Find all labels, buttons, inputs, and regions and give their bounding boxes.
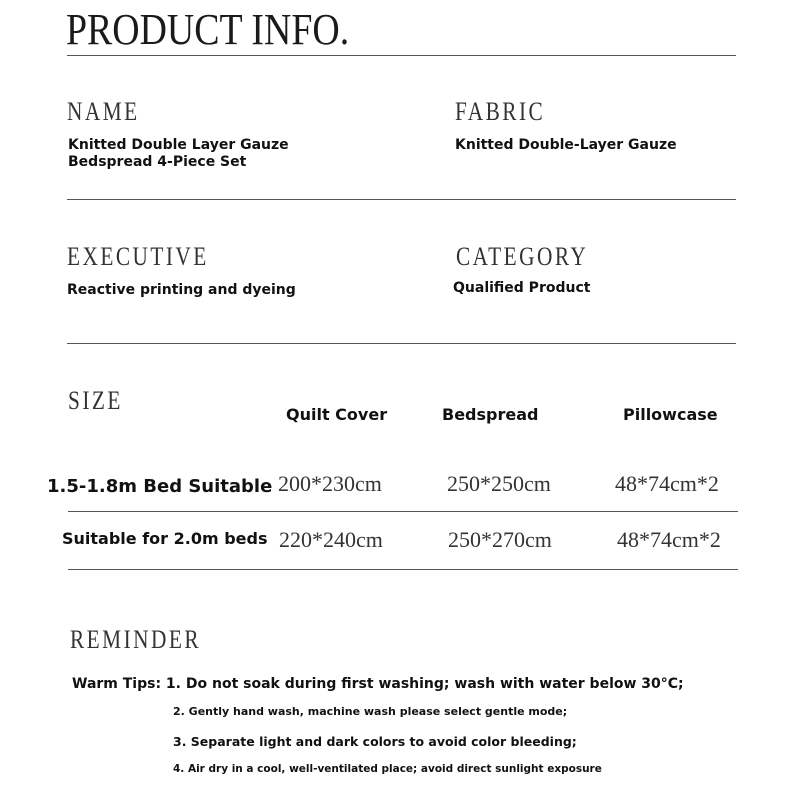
column-header-bedspread: Bedspread [442, 405, 539, 424]
tip-2: 2. Gently hand wash, machine wash please select gentle mode; [173, 705, 568, 718]
table-cell: 200*230cm [278, 471, 382, 496]
tip-4: 4. Air dry in a cool, well-ventilated place; avoid direct sunlight exposure [173, 763, 602, 775]
name-value-line2: Bedspread 4-Piece Set [68, 154, 247, 170]
executive-heading: EXECUTIVE [67, 242, 209, 271]
table-cell: 250*250cm [447, 471, 551, 496]
tip-3: 3. Separate light and dark colors to avoid color bleeding; [173, 734, 577, 749]
divider [67, 343, 736, 344]
table-cell: 250*270cm [448, 527, 552, 552]
table-divider [68, 569, 738, 570]
category-heading: CATEGORY [456, 242, 589, 271]
executive-value: Reactive printing and dyeing [67, 282, 296, 298]
table-divider [68, 511, 738, 512]
page-title: PRODUCT INFO. [66, 5, 350, 54]
name-heading: NAME [67, 97, 140, 126]
table-cell: 48*74cm*2 [617, 527, 721, 552]
size-heading: SIZE [68, 386, 123, 415]
table-cell: 48*74cm*2 [615, 471, 719, 496]
column-header-pillowcase: Pillowcase [623, 405, 718, 424]
column-header-quilt-cover: Quilt Cover [286, 405, 388, 424]
reminder-heading: REMINDER [70, 625, 202, 654]
row-label: Suitable for 2.0m beds [62, 529, 268, 548]
table-cell: 220*240cm [279, 527, 383, 552]
category-value: Qualified Product [453, 280, 591, 296]
name-value-line1: Knitted Double Layer Gauze [68, 137, 289, 153]
divider [67, 199, 736, 200]
fabric-value: Knitted Double-Layer Gauze [455, 137, 677, 153]
tip-1: Warm Tips: 1. Do not soak during first washing; wash with water below 30°C; [72, 676, 684, 692]
divider [67, 55, 736, 56]
fabric-heading: FABRIC [455, 97, 546, 126]
row-label: 1.5-1.8m Bed Suitable [47, 476, 273, 497]
